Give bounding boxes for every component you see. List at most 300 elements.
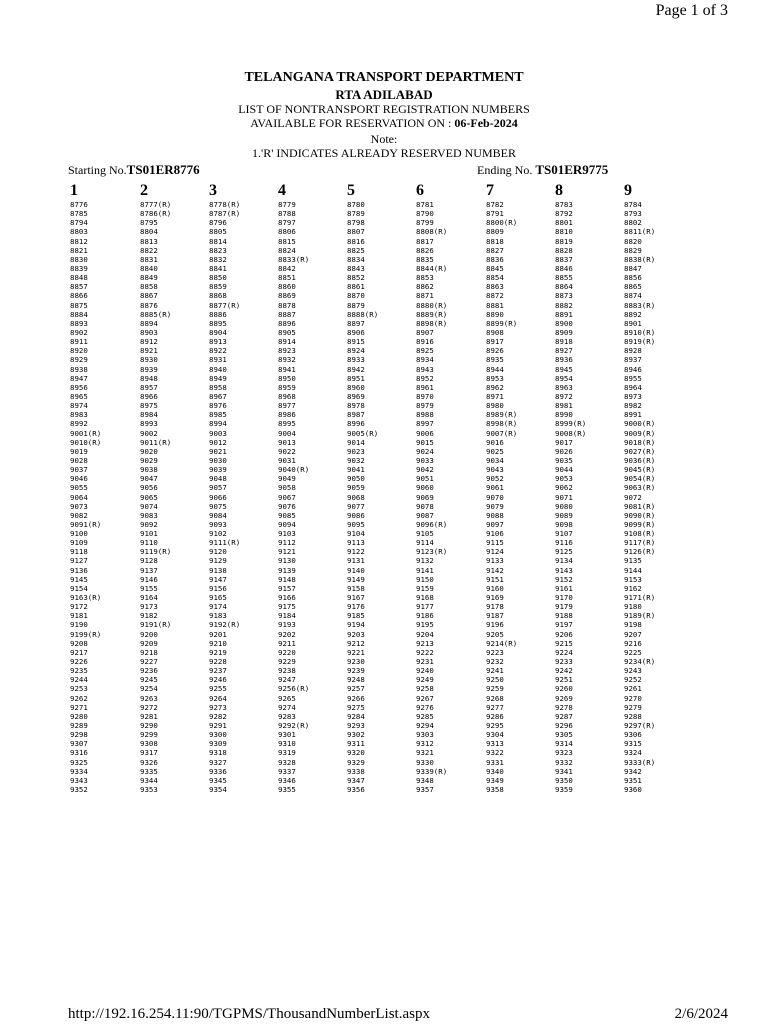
number-column: [278, 200, 309, 794]
number-cell: 8888(R): [347, 309, 379, 319]
number-cell: 8988: [416, 410, 434, 420]
number-cell: 8778(R): [209, 200, 241, 209]
number-cell: 8843: [347, 263, 365, 273]
number-cell: 8980: [486, 401, 504, 411]
number-cell: 9124: [486, 547, 504, 557]
number-cell: 9195: [416, 620, 434, 630]
note-label: Note:: [370, 132, 398, 146]
number-cell: 9052: [486, 474, 504, 484]
number-cell: 9126(R): [624, 547, 656, 557]
number-cell: 8993: [140, 419, 158, 429]
number-cell: 9283: [278, 711, 296, 721]
number-cell: 8889(R): [416, 309, 448, 319]
number-cell: 9174: [209, 602, 227, 612]
number-cell: 8801: [555, 218, 573, 228]
number-cell: 9049: [278, 474, 296, 484]
number-cell: 9259: [486, 684, 504, 694]
number-cell: 8937: [624, 355, 642, 365]
number-cell: 9091(R): [70, 519, 102, 529]
number-cell: 9223: [486, 647, 504, 657]
number-cell: 8859: [209, 282, 227, 292]
number-cell: 9070: [486, 492, 504, 502]
number-cell: 9041: [347, 465, 365, 475]
number-cell: 9007(R): [486, 428, 518, 438]
number-cell: 8853: [416, 273, 434, 283]
number-cell: 8777(R): [140, 200, 172, 209]
number-cell: 8776: [70, 200, 88, 209]
number-cell: 9168: [416, 593, 434, 603]
number-cell: 9351: [624, 775, 642, 785]
number-cell: 9068: [347, 492, 365, 502]
number-cell: 9295: [486, 721, 504, 731]
number-cell: 9120: [209, 547, 227, 557]
number-cell: 8878: [278, 300, 296, 310]
number-cell: 9180: [624, 602, 642, 612]
column-header: 8: [555, 182, 563, 199]
number-cell: 8989(R): [486, 410, 518, 420]
number-cell: 9274: [278, 702, 296, 712]
number-cell: 9334: [70, 766, 88, 776]
number-cell: 8902: [70, 327, 88, 337]
number-cell: 8910(R): [624, 327, 656, 337]
number-cell: 8873: [555, 291, 573, 301]
number-cell: 8785: [70, 209, 88, 219]
number-cell: 8891: [555, 309, 573, 319]
office-name: RTA ADILABAD: [335, 87, 433, 102]
number-cell: 9073: [70, 501, 88, 511]
number-cell: 9318: [209, 748, 227, 758]
number-cell: 9122: [347, 547, 365, 557]
number-cell: 8791: [486, 209, 504, 219]
number-cell: 8817: [416, 236, 434, 246]
number-cell: 8840: [140, 263, 158, 273]
number-cell: 9224: [555, 647, 573, 657]
number-cell: 8806: [278, 227, 296, 237]
number-cell: 9198: [624, 620, 642, 630]
number-cell: 9280: [70, 711, 88, 721]
number-cell: 9357: [416, 785, 434, 794]
number-cell: 9248: [347, 675, 365, 685]
column-header: 1: [70, 182, 78, 199]
number-cell: 9208: [70, 638, 88, 648]
number-cell: 8894: [140, 318, 158, 328]
number-cell: 8788: [278, 209, 296, 219]
number-cell: 9205: [486, 629, 504, 639]
number-cell: 8916: [416, 337, 434, 347]
number-cell: 9088: [486, 510, 504, 520]
number-cell: 9201: [209, 629, 227, 639]
number-cell: 9080: [555, 501, 573, 511]
number-cell: 8825: [347, 245, 365, 255]
number-cell: 9261: [624, 684, 642, 694]
number-cell: 9337: [278, 766, 296, 776]
number-cell: 8877(R): [209, 300, 241, 310]
number-cell: 8814: [209, 236, 227, 246]
number-cell: 9095: [347, 519, 365, 529]
list-title: LIST OF NONTRANSPORT REGISTRATION NUMBERS: [238, 102, 530, 116]
number-cell: 9282: [209, 711, 227, 721]
number-cell: 9136: [70, 565, 88, 575]
number-cell: 8847: [624, 263, 642, 273]
number-cell: 8976: [209, 401, 227, 411]
number-cell: 9002: [140, 428, 158, 438]
number-cell: 8860: [278, 282, 296, 292]
number-cell: 8834: [347, 254, 365, 264]
number-cell: 8991: [624, 410, 642, 420]
number-cell: 9060: [416, 483, 434, 493]
number-cell: 8831: [140, 254, 158, 264]
number-cell: 9218: [140, 647, 158, 657]
number-cell: 9209: [140, 638, 158, 648]
number-cell: 9133: [486, 556, 504, 566]
number-cell: 9354: [209, 785, 227, 794]
number-cell: 9108(R): [624, 529, 656, 539]
number-cell: 9158: [347, 583, 365, 593]
number-cell: 9071: [555, 492, 573, 502]
number-cell: 9099(R): [624, 519, 656, 529]
number-column: [209, 200, 240, 794]
number-cell: 9194: [347, 620, 365, 630]
number-cell: 8816: [347, 236, 365, 246]
number-cell: 8820: [624, 236, 642, 246]
number-cell: 8858: [140, 282, 158, 292]
number-cell: 9031: [278, 455, 296, 465]
number-cell: 9340: [486, 766, 504, 776]
number-cell: 8975: [140, 401, 158, 411]
page-number: Page 1 of 3: [655, 2, 728, 19]
number-cell: 9250: [486, 675, 504, 685]
number-cell: 9135: [624, 556, 642, 566]
number-cell: 8915: [347, 337, 365, 347]
number-cell: 9117(R): [624, 538, 656, 548]
number-cell: 8938: [70, 364, 88, 374]
number-cell: 9169: [486, 593, 504, 603]
number-cell: 9152: [555, 574, 573, 584]
number-cell: 9323: [555, 748, 573, 758]
number-cell: 9331: [486, 757, 504, 767]
number-cell: 9170: [555, 593, 573, 603]
number-cell: 8832: [209, 254, 227, 264]
number-cell: 9057: [209, 483, 227, 493]
number-cell: 8982: [624, 401, 642, 411]
number-cell: 8899(R): [486, 318, 518, 328]
number-cell: 9137: [140, 565, 158, 575]
number-cell: 9053: [555, 474, 573, 484]
number-cell: 8998(R): [486, 419, 518, 429]
number-cell: 9314: [555, 739, 573, 749]
number-cell: 8987: [347, 410, 365, 420]
number-cell: 9306: [624, 730, 642, 740]
number-cell: 8897: [347, 318, 365, 328]
number-cell: 9112: [278, 538, 296, 548]
number-cell: 8963: [555, 382, 573, 392]
number-cell: 8865: [624, 282, 642, 292]
number-cell: 8904: [209, 327, 227, 337]
number-cell: 9267: [416, 693, 434, 703]
number-cell: 9324: [624, 748, 642, 758]
number-cell: 9138: [209, 565, 227, 575]
number-cell: 9063(R): [624, 483, 656, 493]
number-cell: 9105: [416, 529, 434, 539]
number-cell: 8866: [70, 291, 88, 301]
number-cell: 9139: [278, 565, 296, 575]
number-cell: 8867: [140, 291, 158, 301]
number-cell: 9089: [555, 510, 573, 520]
number-cell: 9079: [486, 501, 504, 511]
number-cell: 9200: [140, 629, 158, 639]
number-cell: 9075: [209, 501, 227, 511]
number-cell: 9163(R): [70, 593, 102, 603]
number-cell: 9321: [416, 748, 434, 758]
number-cell: 8882: [555, 300, 573, 310]
column-header: 9: [624, 182, 632, 199]
ending-label: Ending No.: [477, 163, 533, 177]
number-cell: 9192(R): [209, 620, 241, 630]
number-cell: 8992: [70, 419, 88, 429]
number-cell: 8886: [209, 309, 227, 319]
number-cell: 9014: [347, 437, 365, 447]
number-cell: 8922: [209, 346, 227, 356]
number-cell: 9307: [70, 739, 88, 749]
note-text: 1.'R' INDICATES ALREADY RESERVED NUMBER: [252, 146, 516, 160]
number-cell: 9320: [347, 748, 365, 758]
number-cell: 9182: [140, 611, 158, 621]
number-cell: 9237: [209, 666, 227, 676]
number-cell: 9113: [347, 538, 365, 548]
number-cell: 9189(R): [624, 611, 656, 621]
number-cell: 9305: [555, 730, 573, 740]
number-cell: 9215: [555, 638, 573, 648]
number-cell: 9197: [555, 620, 573, 630]
number-cell: 8857: [70, 282, 88, 292]
number-cell: 9005(R): [347, 428, 379, 438]
number-cell: 9242: [555, 666, 573, 676]
number-cell: 9330: [416, 757, 434, 767]
number-cell: 9029: [140, 455, 158, 465]
number-cell: 9249: [416, 675, 434, 685]
number-cell: 9094: [278, 519, 296, 529]
number-cell: 9004: [278, 428, 296, 438]
number-cell: 9111(R): [209, 538, 241, 548]
number-cell: 8979: [416, 401, 434, 411]
number-cell: 9067: [278, 492, 296, 502]
number-cell: 9013: [278, 437, 296, 447]
number-cell: 8871: [416, 291, 434, 301]
number-cell: 9064: [70, 492, 88, 502]
number-cell: 9097: [486, 519, 504, 529]
number-cell: 8852: [347, 273, 365, 283]
number-cell: 8848: [70, 273, 88, 283]
number-cell: 9028: [70, 455, 88, 465]
number-cell: 9187: [486, 611, 504, 621]
number-cell: 8846: [555, 263, 573, 273]
number-cell: 9159: [416, 583, 434, 593]
number-cell: 9021: [209, 446, 227, 456]
number-cell: 9196: [486, 620, 504, 630]
number-cell: 8790: [416, 209, 434, 219]
number-cell: 9066: [209, 492, 227, 502]
number-cell: 9085: [278, 510, 296, 520]
number-cell: 9083: [140, 510, 158, 520]
number-cell: 9086: [347, 510, 365, 520]
ending-value: TS01ER9775: [535, 162, 609, 177]
number-cell: 9265: [278, 693, 296, 703]
number-cell: 8964: [624, 382, 642, 392]
number-cell: 9275: [347, 702, 365, 712]
number-cell: 9253: [70, 684, 88, 694]
number-cell: 8838(R): [624, 254, 656, 264]
number-cell: 9040(R): [278, 465, 310, 475]
number-cell: 9292(R): [278, 721, 310, 731]
number-cell: 8861: [347, 282, 365, 292]
number-cell: 8802: [624, 218, 642, 228]
number-cell: 8845: [486, 263, 504, 273]
number-cell: 9078: [416, 501, 434, 511]
number-cell: 8972: [555, 391, 573, 401]
number-cell: 9219: [209, 647, 227, 657]
number-cell: 9062: [555, 483, 573, 493]
number-cell: 8924: [347, 346, 365, 356]
number-cell: 9093: [209, 519, 227, 529]
number-cell: 9157: [278, 583, 296, 593]
number-cell: 9144: [624, 565, 642, 575]
number-cell: 8872: [486, 291, 504, 301]
number-cell: 9127: [70, 556, 88, 566]
number-column: [624, 200, 655, 794]
number-cell: 8823: [209, 245, 227, 255]
number-cell: 8943: [416, 364, 434, 374]
number-cell: 8819: [555, 236, 573, 246]
number-cell: 8954: [555, 373, 573, 383]
number-cell: 9312: [416, 739, 434, 749]
number-cell: 9147: [209, 574, 227, 584]
number-cell: 9072: [624, 492, 642, 502]
number-cell: 8809: [486, 227, 504, 237]
number-cell: 8794: [70, 218, 88, 228]
number-cell: 9061: [486, 483, 504, 493]
number-cell: 9266: [347, 693, 365, 703]
number-cell: 9011(R): [140, 437, 172, 447]
number-cell: 9074: [140, 501, 158, 511]
number-cell: 9232: [486, 657, 504, 667]
number-cell: 9252: [624, 675, 642, 685]
number-cell: 9226: [70, 657, 88, 667]
number-cell: 8786(R): [140, 209, 172, 219]
number-cell: 9123(R): [416, 547, 448, 557]
number-cell: 9114: [416, 538, 434, 548]
number-cell: 8918: [555, 337, 573, 347]
number-cell: 9333(R): [624, 757, 656, 767]
number-cell: 9339(R): [416, 766, 448, 776]
number-cell: 8942: [347, 364, 365, 374]
starting-value: TS01ER8776: [126, 162, 200, 177]
number-cell: 8981: [555, 401, 573, 411]
number-cell: 8812: [70, 236, 88, 246]
number-cell: 9016: [486, 437, 504, 447]
number-cell: 8826: [416, 245, 434, 255]
number-cell: 8895: [209, 318, 227, 328]
number-cell: 8887: [278, 309, 296, 319]
number-cell: 8977: [278, 401, 296, 411]
number-cell: 8999(R): [555, 419, 587, 429]
number-cell: 9047: [140, 474, 158, 484]
number-cell: 8909: [555, 327, 573, 337]
number-cell: 9300: [209, 730, 227, 740]
number-cell: 8929: [70, 355, 88, 365]
number-cell: 8947: [70, 373, 88, 383]
number-cell: 8839: [70, 263, 88, 273]
number-cell: 9310: [278, 739, 296, 749]
number-cell: 9222: [416, 647, 434, 657]
number-cell: 9156: [209, 583, 227, 593]
number-cell: 9234(R): [624, 657, 656, 667]
number-cell: 9329: [347, 757, 365, 767]
number-cell: 9345: [209, 775, 227, 785]
number-cell: 9293: [347, 721, 365, 731]
department-title: TELANGANA TRANSPORT DEPARTMENT: [244, 70, 524, 85]
number-cell: 9290: [140, 721, 158, 731]
number-cell: 9355: [278, 785, 296, 794]
number-cell: 8818: [486, 236, 504, 246]
number-cell: 9276: [416, 702, 434, 712]
number-cell: 9211: [278, 638, 296, 648]
number-cell: 8996: [347, 419, 365, 429]
number-cell: 9125: [555, 547, 573, 557]
number-cell: 9018(R): [624, 437, 656, 447]
number-cell: 8960: [347, 382, 365, 392]
number-cell: 9039: [209, 465, 227, 475]
number-cell: 9336: [209, 766, 227, 776]
number-cell: 8986: [278, 410, 296, 420]
number-cell: 8967: [209, 391, 227, 401]
number-cell: 8985: [209, 410, 227, 420]
number-cell: 9082: [70, 510, 88, 520]
number-cell: 8795: [140, 218, 158, 228]
number-cell: 9303: [416, 730, 434, 740]
column-header: 4: [278, 182, 286, 199]
number-cell: 9008(R): [555, 428, 587, 438]
starting-label: Starting No.: [68, 163, 127, 177]
number-cell: 8799: [416, 218, 434, 228]
number-cell: 9038: [140, 465, 158, 475]
number-cell: 8945: [555, 364, 573, 374]
number-cell: 9216: [624, 638, 642, 648]
number-cell: 9069: [416, 492, 434, 502]
footer-date: 2/6/2024: [674, 1006, 728, 1022]
number-cell: 9003: [209, 428, 227, 438]
number-cell: 8925: [416, 346, 434, 356]
number-cell: 9286: [486, 711, 504, 721]
number-cell: 9179: [555, 602, 573, 612]
number-cell: 9348: [416, 775, 434, 785]
number-cell: 9116: [555, 538, 573, 548]
number-cell: 8856: [624, 273, 642, 283]
number-cell: 9341: [555, 766, 573, 776]
number-cell: 9233: [555, 657, 573, 667]
number-cell: 8961: [416, 382, 434, 392]
number-cell: 9358: [486, 785, 504, 794]
number-cell: 8830: [70, 254, 88, 264]
number-cell: 8946: [624, 364, 642, 374]
number-cell: 8971: [486, 391, 504, 401]
number-cell: 8890: [486, 309, 504, 319]
availability-label: AVAILABLE FOR RESERVATION ON :: [250, 116, 452, 130]
column-header: 3: [209, 182, 217, 199]
number-cell: 9096(R): [416, 519, 448, 529]
number-cell: 9020: [140, 446, 158, 456]
number-cell: 9220: [278, 647, 296, 657]
number-cell: 8841: [209, 263, 227, 273]
